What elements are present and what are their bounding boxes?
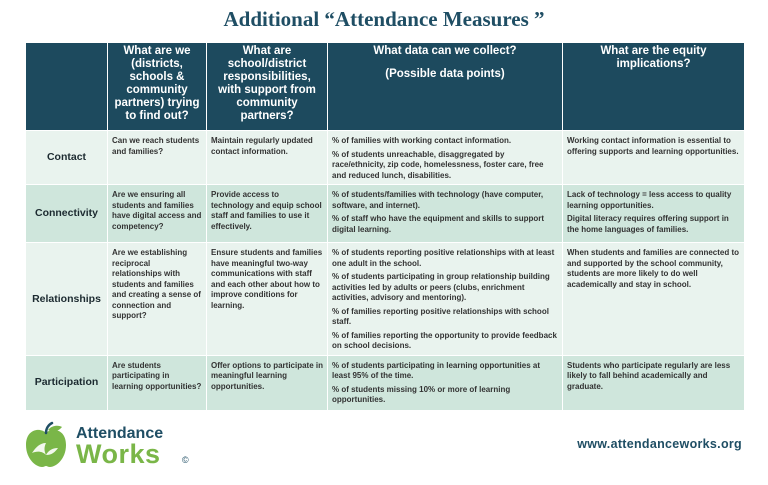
equity-point: Digital literacy requires offering support in the home languages of families. xyxy=(567,214,729,234)
question-cell: Are we ensuring all students and families have digital access and competency? xyxy=(108,185,207,243)
data-points-cell xyxy=(328,131,563,185)
data-points-cell xyxy=(328,185,563,243)
data-point: % of families reporting the opportunity to provide feedback on school decisions. xyxy=(332,330,557,350)
equity-point: Students who participate regularly are less likely to fall behind academically and graduate. xyxy=(567,360,731,391)
equity-cell xyxy=(563,185,745,243)
data-point: % of families with working contact information. xyxy=(332,136,512,145)
header-responsibilities: What are school/district responsibilities, with support from community partners? xyxy=(207,43,328,131)
responsibility-cell: Offer options to participate in meaningful learning opportunities. xyxy=(207,355,328,410)
row-label: Contact xyxy=(26,131,108,185)
row-label: Participation xyxy=(26,355,108,410)
attendance-measures-table xyxy=(25,42,745,411)
data-point: % of students participating in group relationship building activities led by adults or peers (clubs, enrichment activities, advisory and mentoring). xyxy=(332,272,550,302)
question-cell: Are students participating in learning opportunities? xyxy=(108,355,207,410)
header-equity-implications: What are the equity implications? xyxy=(563,43,745,131)
question-cell: Are we establishing reciprocal relationships with students and families and creating a sense of connection and support? xyxy=(108,243,207,356)
equity-cell xyxy=(563,355,745,410)
logo-text-attendance: Attendance xyxy=(76,425,164,442)
data-point: % of families reporting positive relationships with school staff. xyxy=(332,306,549,326)
table-row-connectivity xyxy=(26,185,745,243)
responsibility-cell: Maintain regularly updated contact information. xyxy=(207,131,328,185)
header-data-collect-title: What data can we collect? xyxy=(373,45,517,57)
header-trying-to-find-out: What are we (districts, schools & community partners) trying to find out? xyxy=(108,43,207,131)
question-cell: Can we reach students and families? xyxy=(108,131,207,185)
header-data-collect xyxy=(328,43,563,131)
data-point: % of students unreachable, disaggregated by race/ethnicity, zip code, homelessness, foster care, free and reduced lunch, disabilities. xyxy=(332,149,544,180)
data-point: % of students participating in learning opportunities at least 95% of the time. xyxy=(332,360,541,380)
table-row-contact xyxy=(26,131,745,185)
data-point: % of staff who have the equipment and skills to support digital learning. xyxy=(332,214,545,234)
equity-point: When students and families are connected to and supported by the school community, students are more likely to do well academically and stay in school. xyxy=(567,248,740,289)
apple-icon xyxy=(22,421,70,469)
equity-point: Lack of technology = less access to quality learning opportunities. xyxy=(567,190,732,210)
table-header-row xyxy=(26,43,745,131)
data-points-cell xyxy=(328,355,563,410)
data-point: % of students/families with technology (have computer, software, and internet). xyxy=(332,190,544,210)
equity-point: Working contact information is essential to offering supports and learning opportunities. xyxy=(567,136,739,156)
equity-cell xyxy=(563,131,745,185)
data-point: % of students missing 10% or more of learning opportunities. xyxy=(332,384,511,404)
logo-copyright: © xyxy=(182,455,189,465)
header-data-collect-sub: (Possible data points) xyxy=(385,68,505,80)
page-title: Additional “Attendance Measures ” xyxy=(223,7,545,31)
logo-text-works: Works xyxy=(76,439,161,469)
table-row-relationships xyxy=(26,243,745,356)
footer-url: www.attendanceworks.org xyxy=(577,437,742,451)
attendance-works-logo xyxy=(22,419,189,471)
responsibility-cell: Ensure students and families have meaningful two-way communications with staff and each other about how to improve conditions for learning. xyxy=(207,243,328,356)
responsibility-cell: Provide access to technology and equip school staff and families to use it effectively. xyxy=(207,185,328,243)
row-label: Connectivity xyxy=(26,185,108,243)
header-empty-cell xyxy=(26,43,108,131)
equity-cell xyxy=(563,243,745,356)
data-point: % of students reporting positive relationships with at least one adult in the school. xyxy=(332,248,555,268)
table-row-participation xyxy=(26,355,745,410)
row-label: Relationships xyxy=(26,243,108,356)
data-points-cell xyxy=(328,243,563,356)
